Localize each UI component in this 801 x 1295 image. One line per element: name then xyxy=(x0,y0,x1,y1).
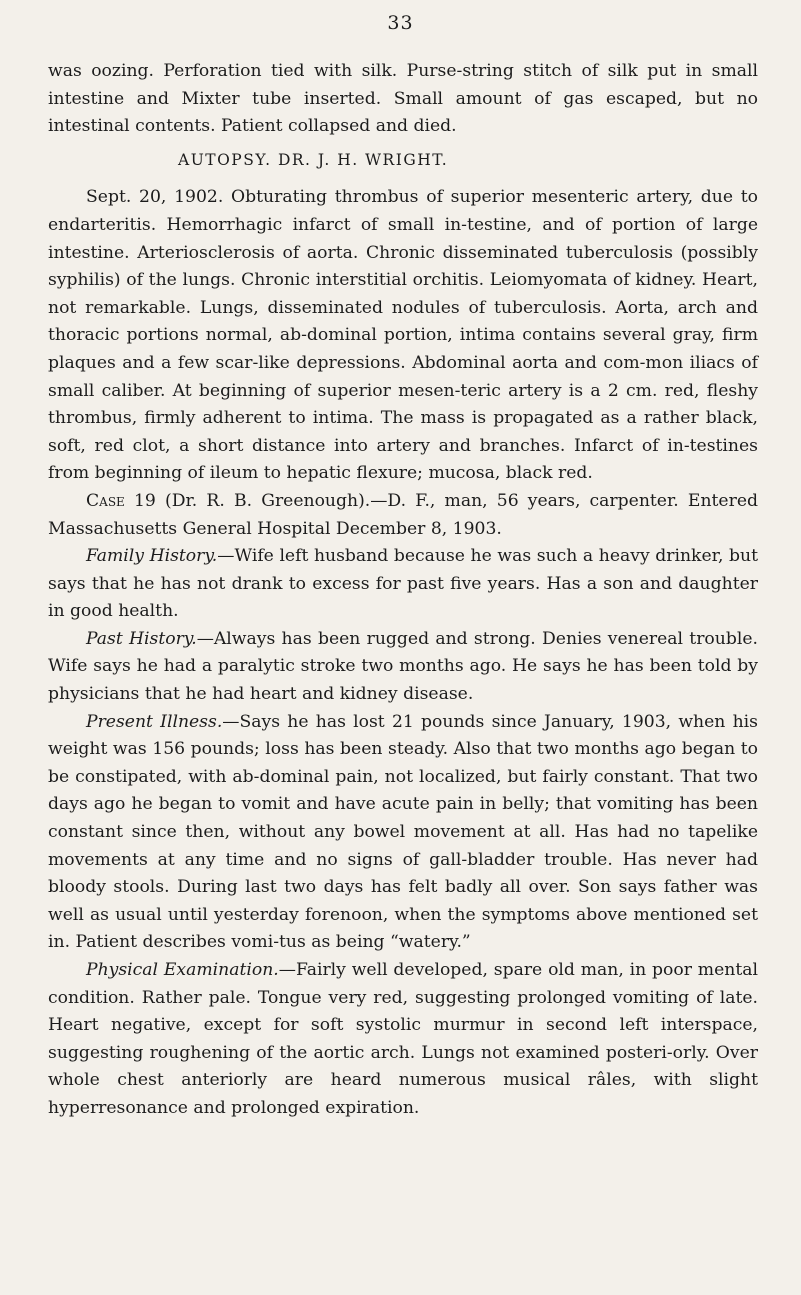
page-body xyxy=(48,58,758,1123)
page-number: 33 xyxy=(387,12,414,34)
present-illness-text: —Says he has lost 21 pounds since January, 1903, when his weight was 156 pounds; loss has been steady. Also that two months ago began to be constipated, with ab-dominal pain, not localized, but fairly constant. That two days ago he began to vomit and have acute pain in belly; that vomiting has been constant since then, without any bowel movement at all. Has had no tapelike movements at any time and no signs of gall-bladder trouble. Has never had bloody stools. During last two days has felt badly all over. Son says father was well as usual until yesterday forenoon, when the symptoms above mentioned set in. Patient describes vomi-tus as being “watery.” xyxy=(48,711,758,953)
opening-paragraph: was oozing. Perforation tied with silk. Purse-string stitch of silk put in small intestine and Mixter tube inserted. Small amount of gas escaped, but no intestinal contents. Patient collapsed and died. xyxy=(48,61,758,137)
past-history-label: Past History. xyxy=(86,628,197,649)
case-text: 19 (Dr. R. B. Greenough).—D. F., man, 56 years, carpenter. Entered Massachusetts General Hospital December 8, 1903. xyxy=(48,490,758,539)
case-label: Case xyxy=(86,490,125,511)
autopsy-heading: AUTOPSY. DR. J. H. WRIGHT. xyxy=(178,150,449,169)
past-history-text: —Always has been rugged and strong. Denies venereal trouble. Wife says he had a paralytic stroke two months ago. He says he has been told by physicians that he had heart and kidney disease. xyxy=(48,628,758,705)
present-illness-label: Present Illness. xyxy=(86,711,223,732)
physical-examination-label: Physical Examination. xyxy=(86,960,279,980)
family-history-label: Family History. xyxy=(86,546,218,567)
past-history-paragraph xyxy=(48,626,758,709)
case-paragraph xyxy=(48,488,758,543)
present-illness-paragraph xyxy=(48,709,758,957)
physical-examination-text: —Fairly well developed, spare old man, in poor mental condition. Rather pale. Tongue very red, suggesting prolonged vomiting of late. Heart negative, except for soft systolic murmur in second left interspace, suggesting roughening of the aortic arch. Lungs not examined posteri-orly. Over whole chest anteriorly are heard numerous musical râles, with slight hyperresonance and prolonged expiration. xyxy=(48,960,758,1118)
family-history-paragraph xyxy=(48,543,758,626)
autopsy-paragraph: Sept. 20, 1902. Obturating thrombus of superior mesenteric artery, due to endarteritis. Hemorrhagic infarct of small in-testine, and of portion of large intestine. Arteriosclerosis of aorta. Chronic disseminated tuberculosis (possibly syphilis) of the lungs. Chronic interstitial orchitis. Leiomyomata of kidney. Heart, not remarkable. Lungs, disseminated nodules of tuberculosis. Aorta, arch and thoracic portions normal, ab-dominal portion, intima contains several gray, firm plaques and a few scar-like depressions. Abdominal aorta and com-mon iliacs of small caliber. At beginning of superior mesen-teric artery is a 2 cm. red, fleshy thrombus, firmly adherent to intima. The mass is propagated as a rather black, soft, red clot, a short distance into artery and branches. Infarct of in-testines from beginning of ileum to hepatic flexure; mucosa, black red. xyxy=(48,187,758,484)
family-history-text: —Wife left husband because he was such a heavy drinker, but says that he has not drank to excess for past five years. Has a son and daughter in good health. xyxy=(48,546,758,622)
physical-examination-paragraph xyxy=(48,957,758,1123)
